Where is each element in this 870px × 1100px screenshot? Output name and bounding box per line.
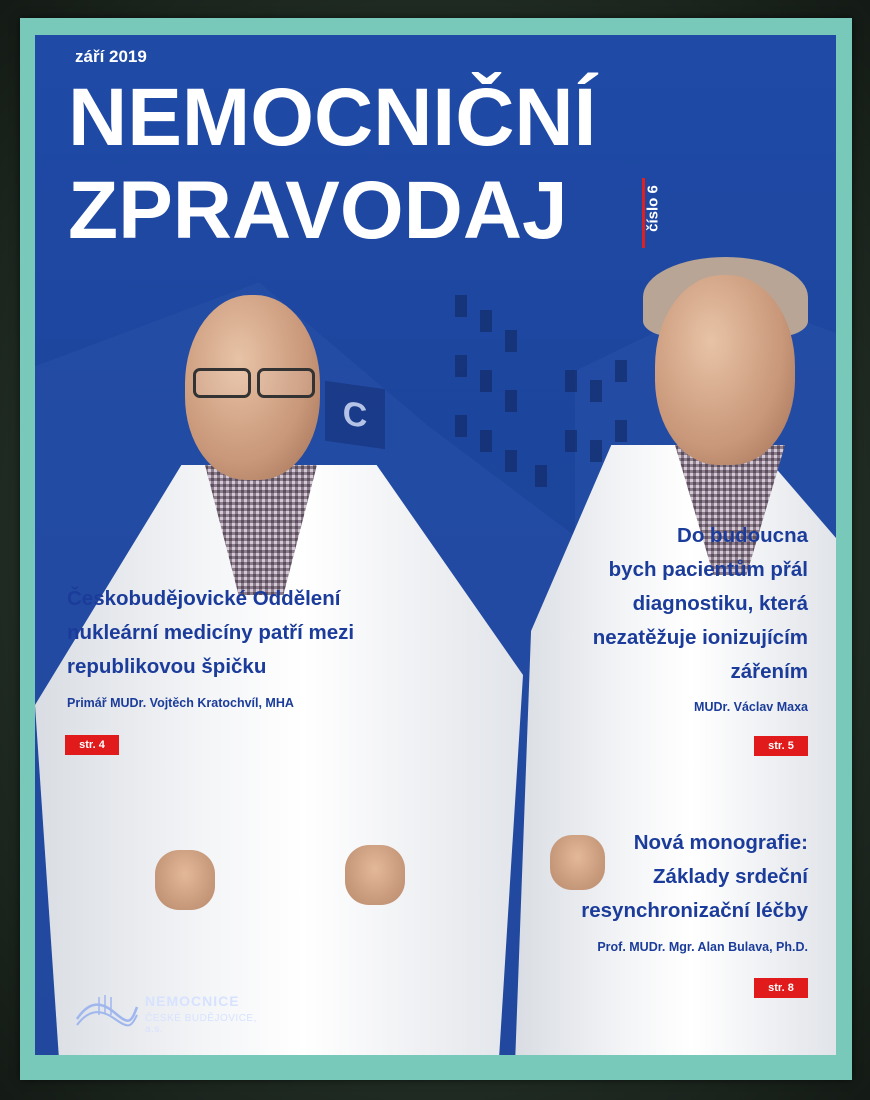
doctor-right-head xyxy=(655,275,795,465)
byline-article-3: Prof. MUDr. Mgr. Alan Bulava, Ph.D. xyxy=(597,940,808,954)
glasses xyxy=(193,368,251,398)
byline-article-1: Primář MUDr. Vojtěch Kratochvíl, MHA xyxy=(67,696,294,710)
masthead-title-line1: NEMOCNIČNÍ xyxy=(68,72,597,163)
headline-line: zářením xyxy=(730,660,808,683)
building-sign: C xyxy=(325,381,385,449)
logo-subtitle: ČESKÉ BUDĚJOVICE, a.s. xyxy=(145,1013,257,1035)
headline-article-2[interactable] xyxy=(508,519,808,689)
magazine-cover xyxy=(35,35,836,1055)
window xyxy=(535,465,547,487)
headline-line: bych pacientům přál xyxy=(608,558,808,581)
headline-line: Nová monografie: xyxy=(633,831,808,854)
window xyxy=(505,390,517,412)
headline-line: republikovou špičku xyxy=(67,655,267,678)
logo-name: NEMOCNICE xyxy=(145,993,240,1009)
headline-line: nukleární medicíny patří mezi xyxy=(67,621,355,644)
window xyxy=(480,430,492,452)
hand xyxy=(345,845,405,905)
byline-article-2: MUDr. Václav Maxa xyxy=(694,700,808,714)
wave-logo-icon xyxy=(75,993,139,1029)
headline-article-1[interactable] xyxy=(67,582,447,684)
glasses xyxy=(257,368,315,398)
page-tag-article-3[interactable]: str. 8 xyxy=(754,978,808,998)
window xyxy=(565,430,577,452)
window xyxy=(455,355,467,377)
headline-line: Do budoucna xyxy=(677,524,808,547)
issue-date: září 2019 xyxy=(75,47,147,66)
window xyxy=(505,450,517,472)
window xyxy=(455,415,467,437)
window xyxy=(590,440,602,462)
page-tag-article-1[interactable]: str. 4 xyxy=(65,735,119,755)
window xyxy=(615,360,627,382)
window xyxy=(455,295,467,317)
issue-number: číslo 6 xyxy=(644,185,662,232)
window xyxy=(505,330,517,352)
headline-article-3[interactable] xyxy=(508,826,808,928)
headline-line: nezatěžuje ionizujícím xyxy=(592,626,808,649)
page-tag-article-2[interactable]: str. 5 xyxy=(754,736,808,756)
window xyxy=(480,370,492,392)
hospital-logo xyxy=(75,993,275,1033)
window xyxy=(565,370,577,392)
window xyxy=(590,380,602,402)
window xyxy=(615,420,627,442)
hand xyxy=(155,850,215,910)
headline-line: Českobudějovické Oddělení xyxy=(67,587,341,610)
headline-line: Základy srdeční xyxy=(653,865,808,888)
masthead-title-line2: ZPRAVODAJ xyxy=(68,165,568,256)
window xyxy=(480,310,492,332)
headline-line: resynchronizační léčby xyxy=(581,899,808,922)
headline-line: diagnostiku, která xyxy=(632,592,808,615)
